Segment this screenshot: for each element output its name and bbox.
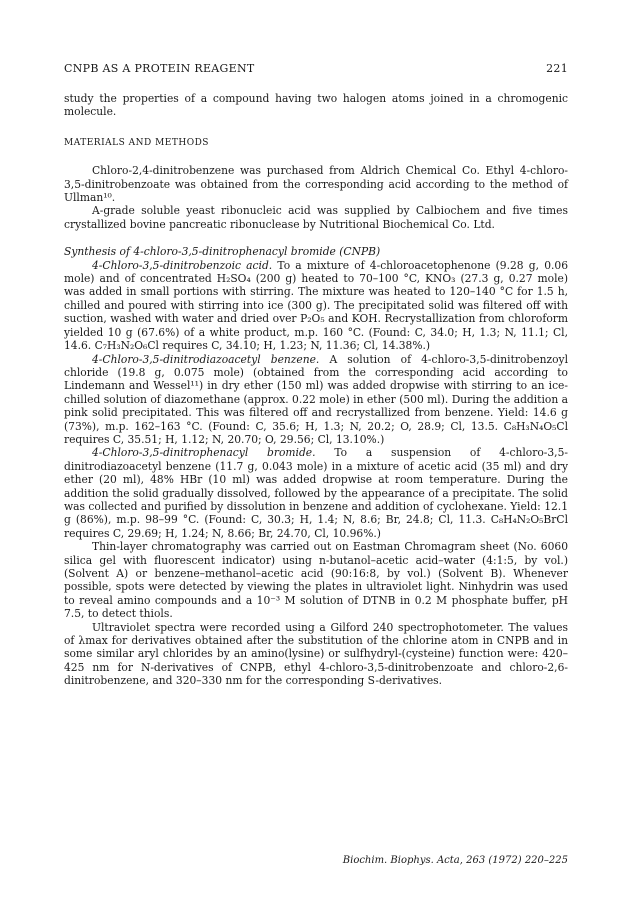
synthesis-step-1 bbox=[64, 259, 568, 353]
body-text bbox=[64, 92, 568, 688]
intro-paragraph: study the properties of a compound having two halogen atoms joined in a chromogenic molecule. bbox=[64, 92, 568, 119]
synthesis-heading: Synthesis of 4-chloro-3,5-dinitrophenacyl bromide (CNPB) bbox=[64, 245, 381, 259]
page-number: 221 bbox=[546, 62, 568, 75]
materials-paragraph-2: A-grade soluble yeast ribonucleic acid was supplied by Calbiochem and five times crystallized bovine pancreatic ribonuclease by Nutritional Biochemical Co. Ltd. bbox=[64, 204, 568, 231]
chromatography-paragraph: Thin-layer chromatography was carried out on Eastman Chromagram sheet (No. 6060 silica gel with fluorescent indicator) using n-butanol–acetic acid–water (4:1:5, by vol.) (Solvent A) or benzene–methanol–acetic acid (90:16:8, by vol.) (Solvent B). Whenever possible, spots were detected by viewing the plates in ultraviolet light. Ninhydrin was used to reveal amino compounds and a 10⁻³ M solution of DTNB in 0.2 M phosphate buffer, pH 7.5, to detect thiols. bbox=[64, 540, 568, 621]
step-1-name: 4-Chloro-3,5-dinitrobenzoic acid. bbox=[92, 258, 273, 272]
step-2-name: 4-Chloro-3,5-dinitrodiazoacetyl benzene. bbox=[92, 352, 320, 366]
step-1-text: To a mixture of 4-chloroacetophenone (9.28 g, 0.06 mole) and of concentrated H₂SO₄ (200 g) heated to 70–100 °C, KNO₃ (27.3 g, 0.27 mole) was added in small portions with stirring. The mixture was heated to 120–140 °C for 1.5 h, chilled and poured with stirring into ice (300 g). The precipitated solid was filtered off with suction, washed with water and dried over P₂O₅ and KOH. Recrystallization from chloroform yielded 10 g (67.6%) of a white product, m.p. 160 °C. (Found: C, 34.0; H, 1.3; N, 11.1; Cl, 14.6. C₇H₃N₂O₆Cl requires C, 34.10; H, 1.23; N, 11.36; Cl, 14.38%.) bbox=[64, 258, 568, 353]
synthesis-step-3 bbox=[64, 446, 568, 540]
running-title: CNPB AS A PROTEIN REAGENT bbox=[64, 62, 255, 75]
synthesis-step-2 bbox=[64, 353, 568, 447]
journal-citation: Biochim. Biophys. Acta, 263 (1972) 220–225 bbox=[342, 855, 568, 866]
step-3-name: 4-Chloro-3,5-dinitrophenacyl bromide. bbox=[92, 446, 316, 460]
spectra-paragraph: Ultraviolet spectra were recorded using a Gilford 240 spectrophotometer. The values of λmax for derivatives obtained after the substitution of the chlorine atom in CNPB and in some similar aryl chlorides by an amino(lysine) or sulfhydryl-(cysteine) function were: 420–425 nm for N-derivatives of CNPB, ethyl 4-chloro-3,5-dinitrobenzoate and chloro-2,6-dinitrobenzene, and 320–330 nm for the corresponding S-derivatives. bbox=[64, 620, 568, 688]
step-2-text: A solution of 4-chloro-3,5-dinitrobenzoyl chloride (19.8 g, 0.075 mole) (obtained from the corresponding acid according to Lindemann and Wessel¹¹) in dry ether (150 ml) was added dropwise with stirring to an ice-chilled solution of diazomethane (approx. 0.22 mole) in ether (500 ml). During the addition a pink solid precipitated. This was filtered off and recrystallized from benzene. Yield: 14.6 g (73%), m.p. 162–163 °C. (Found: C, 35.6; H, 1.3; N, 20.2; O, 28.9; Cl, 13.5. C₈H₃N₄O₅Cl requires C, 35.51; H, 1.12; N, 20.70; O, 29.56; Cl, 13.10%.) bbox=[64, 352, 568, 446]
step-3-text: To a suspension of 4-chloro-3,5-dinitrodiazoacetyl benzene (11.7 g, 0.043 mole) in a mixture of acetic acid (35 ml) and dry ether (20 ml), 48% HBr (10 ml) was added dropwise at room temperature. During the addition the solid gradually dissolved, followed by the appearance of a precipitate. The solid was collected and purified by dissolution in benzene and addition of cyclohexane. Yield: 12.1 g (86%), m.p. 98–99 °C. (Found: C, 30.3; H, 1.4; N, 8.6; Br, 24.8; Cl, 11.3. C₈H₄N₂O₅BrCl requires C, 29.69; H, 1.24; N, 8.66; Br, 24.70, Cl, 10.96%.) bbox=[64, 446, 568, 540]
section-heading: MATERIALS AND METHODS bbox=[64, 137, 209, 148]
materials-paragraph-1: Chloro-2,4-dinitrobenzene was purchased from Aldrich Chemical Co. Ethyl 4-chloro-3,5-dinitrobenzoate was obtained from the corresponding acid according to the method of Ullman¹⁰. bbox=[64, 164, 568, 205]
